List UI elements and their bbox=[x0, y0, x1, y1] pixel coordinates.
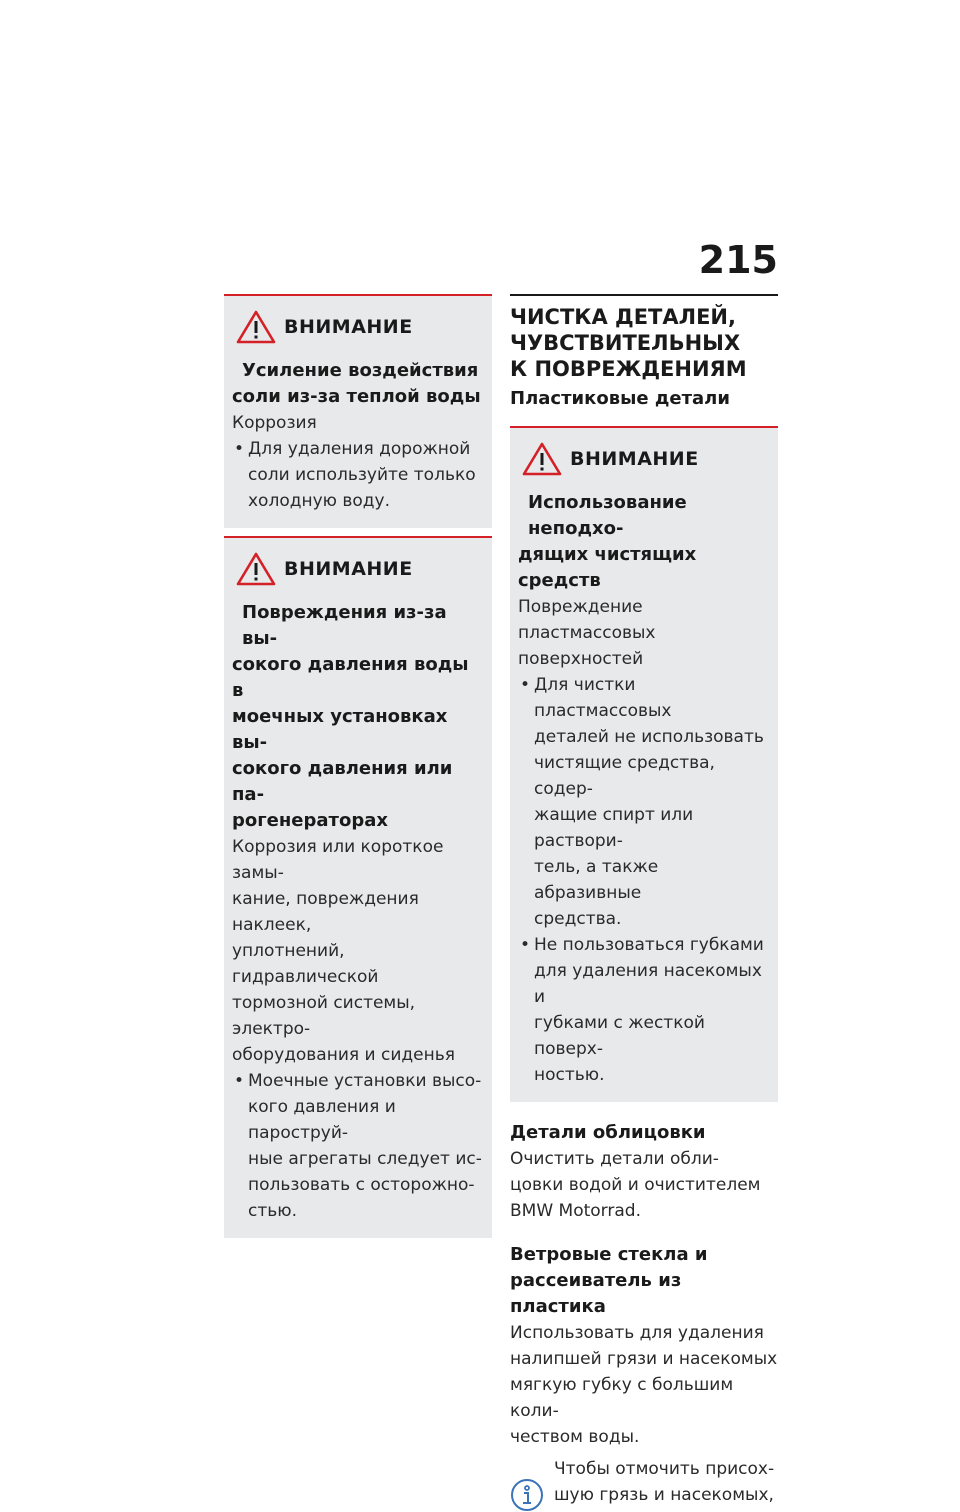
heading-line: Ветровые стекла и bbox=[510, 1244, 708, 1265]
fairing-parts-text bbox=[510, 1146, 778, 1224]
windscreens-text bbox=[510, 1320, 778, 1450]
bullet-line: соли используйте только bbox=[248, 465, 476, 485]
warning-text bbox=[232, 834, 484, 1068]
bullet-line: чистящие средства, содер- bbox=[534, 753, 715, 799]
warning-title-line: дящих чистящих средств bbox=[518, 544, 697, 591]
warning-bullets bbox=[518, 672, 770, 1088]
info-note bbox=[510, 1456, 778, 1512]
bullet-line: жащие спирт или раствори- bbox=[534, 805, 694, 851]
warning-text-line: Коррозия bbox=[232, 413, 317, 433]
right-column bbox=[510, 294, 778, 1512]
section-heading bbox=[510, 304, 778, 382]
subheading-windscreens bbox=[510, 1242, 778, 1320]
warning-header bbox=[518, 442, 770, 476]
heading-line: ЧИСТКА ДЕТАЛЕЙ, bbox=[510, 305, 736, 329]
text-line: BMW Motorrad. bbox=[510, 1201, 641, 1221]
heading-line: рассеиватель из пластика bbox=[510, 1270, 682, 1317]
bullet-line: пользовать с осторожно- bbox=[248, 1175, 475, 1195]
bullet-line: губками с жесткой поверх- bbox=[534, 1013, 705, 1059]
text-line: цовки водой и очистителем bbox=[510, 1175, 761, 1195]
text-line: Использовать для удаления bbox=[510, 1323, 764, 1343]
subheading-plastic-parts: Пластиковые детали bbox=[510, 388, 730, 409]
info-line: шую грязь и насекомых, bbox=[554, 1485, 774, 1505]
heading-line: К ПОВРЕЖДЕНИЯМ bbox=[510, 357, 747, 381]
bullet-line: кого давления и пароструй- bbox=[248, 1097, 396, 1143]
warning-text-line: Коррозия или короткое замы- bbox=[232, 837, 444, 883]
subheading-fairing-parts: Детали облицовки bbox=[510, 1122, 706, 1143]
warning-title bbox=[518, 490, 770, 594]
bullet-line: средства. bbox=[534, 909, 622, 929]
warning-bullets bbox=[232, 1068, 484, 1224]
text-line: налипшей грязи и насекомых bbox=[510, 1349, 778, 1369]
heading-line: ЧУВСТВИТЕЛЬНЫХ bbox=[510, 331, 741, 355]
warning-header bbox=[232, 552, 484, 586]
bullet-line: деталей не использовать bbox=[534, 727, 764, 747]
warning-triangle-icon bbox=[522, 442, 562, 476]
bullet-item bbox=[232, 436, 484, 514]
warning-text-line: оборудования и сиденья bbox=[232, 1045, 455, 1065]
warning-label: ВНИМАНИЕ bbox=[284, 316, 413, 338]
bullet-line: ные агрегаты следует ис- bbox=[248, 1149, 482, 1169]
text-line: мягкую губку с большим коли- bbox=[510, 1375, 734, 1421]
text-line: Очистить детали обли- bbox=[510, 1149, 719, 1169]
bullet-line: для удаления насекомых и bbox=[534, 961, 762, 1007]
bullet-item bbox=[518, 672, 770, 932]
warning-triangle-icon bbox=[236, 310, 276, 344]
warning-title-line: Повреждения из-за вы- bbox=[242, 602, 447, 649]
warning-header bbox=[232, 310, 484, 344]
warning-text-line: поверхностей bbox=[518, 649, 644, 669]
page-number: 215 bbox=[698, 238, 778, 282]
warning-title bbox=[232, 358, 484, 410]
warning-title-line: сокого давления воды в bbox=[232, 654, 469, 701]
info-text bbox=[554, 1456, 774, 1512]
warning-title-line: рогенераторах bbox=[232, 810, 388, 831]
bullet-line: холодную воду. bbox=[248, 491, 391, 511]
warning-title-line: моечных установках вы- bbox=[232, 706, 448, 753]
warning-title-line: Использование неподхо- bbox=[528, 492, 687, 539]
warning-title-line: сокого давления или па- bbox=[232, 758, 453, 805]
warning-text-line: тормозной системы, электро- bbox=[232, 993, 416, 1039]
warning-title-line: соли из-за теплой воды bbox=[232, 386, 481, 407]
warning-label: ВНИМАНИЕ bbox=[570, 448, 699, 470]
bullet-line: • Для чистки пластмассовых bbox=[534, 675, 672, 721]
warning-box bbox=[224, 536, 492, 1238]
warning-label: ВНИМАНИЕ bbox=[284, 558, 413, 580]
warning-bullets bbox=[232, 436, 484, 514]
warning-box bbox=[224, 294, 492, 528]
info-line: Чтобы отмочить присох- bbox=[554, 1459, 775, 1479]
bullet-line: • Моечные установки высо- bbox=[248, 1071, 482, 1091]
bullet-line: тель, а также абразивные bbox=[534, 857, 659, 903]
bullet-item bbox=[232, 1068, 484, 1224]
bullet-line: стью. bbox=[248, 1201, 297, 1221]
warning-text-line: кание, повреждения наклеек, bbox=[232, 889, 419, 935]
warning-title-line: Усиление воздействия bbox=[242, 360, 479, 381]
section-rule bbox=[510, 294, 778, 296]
warning-box-cleaning-agents bbox=[510, 426, 778, 1102]
info-icon bbox=[510, 1478, 544, 1512]
warning-text-line: уплотнений, гидравлической bbox=[232, 941, 379, 987]
warning-triangle-icon bbox=[236, 552, 276, 586]
left-column bbox=[224, 294, 492, 1238]
bullet-item bbox=[518, 932, 770, 1088]
bullet-line: • Для удаления дорожной bbox=[248, 439, 471, 459]
bullet-line: • Не пользоваться губками bbox=[534, 935, 764, 955]
bullet-line: ностью. bbox=[534, 1065, 605, 1085]
warning-text-line: Повреждение пластмассовых bbox=[518, 597, 656, 643]
warning-title bbox=[232, 600, 484, 834]
warning-text bbox=[518, 594, 770, 672]
warning-text bbox=[232, 410, 484, 436]
text-line: чеством воды. bbox=[510, 1427, 640, 1447]
